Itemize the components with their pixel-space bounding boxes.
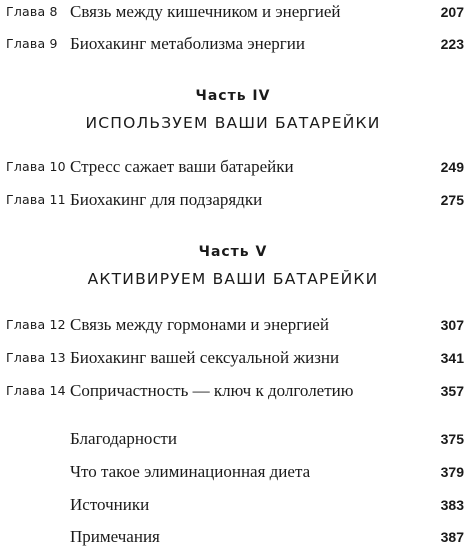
part-5-title: АКТИВИРУЕМ ВАШИ БАТАРЕЙКИ: [87, 270, 379, 288]
chapter-number: Глава 13: [6, 350, 66, 365]
toc-entry-chapter-11[interactable]: [0, 187, 466, 213]
part-5-label: Часть V: [198, 244, 268, 260]
chapter-title: Биохакинг метаболизма энергии: [70, 34, 305, 53]
chapter-title: Связь между кишечником и энергией: [70, 2, 341, 21]
page-number: 249: [440, 159, 464, 175]
section-title: Источники: [70, 495, 150, 514]
chapter-title: Сопричастность — ключ к долголетию: [70, 381, 354, 400]
chapter-number: Глава 14: [6, 383, 66, 398]
page-number: 223: [440, 36, 464, 52]
page-number: 307: [440, 317, 464, 333]
part-4-label: Часть IV: [195, 88, 271, 104]
toc-entry-chapter-14[interactable]: [0, 378, 466, 404]
chapter-title: Биохакинг для подзарядки: [70, 190, 263, 209]
chapter-title: Стресс сажает ваши батарейки: [70, 157, 294, 176]
chapter-number: Глава 10: [6, 159, 66, 174]
page-number: 375: [440, 431, 464, 447]
section-title: Что такое элиминационная диета: [70, 462, 311, 481]
chapter-title: Связь между гормонами и энергией: [70, 315, 329, 334]
section-title: Благодарности: [70, 429, 177, 448]
toc-entry-chapter-13[interactable]: [0, 345, 466, 371]
page-number: 357: [440, 383, 464, 399]
section-title: Примечания: [70, 527, 160, 546]
page-number: 383: [440, 497, 464, 513]
toc-entry-chapter-9[interactable]: [0, 31, 466, 57]
toc-entry-chapter-10[interactable]: [0, 154, 466, 180]
toc-entry-chapter-8[interactable]: [0, 0, 466, 25]
toc-entry-acknowledgements[interactable]: [0, 426, 466, 452]
part-4-title: ИСПОЛЬЗУЕМ ВАШИ БАТАРЕЙКИ: [85, 114, 381, 132]
chapter-number: Глава 9: [6, 36, 58, 51]
chapter-title: Биохакинг вашей сексуальной жизни: [70, 348, 340, 367]
chapter-number: Глава 11: [6, 192, 66, 207]
toc-entry-sources[interactable]: [0, 492, 466, 518]
toc-entry-notes[interactable]: [0, 524, 466, 550]
page-number: 207: [440, 4, 464, 20]
chapter-number: Глава 12: [6, 317, 66, 332]
toc-entry-chapter-12[interactable]: [0, 312, 466, 338]
chapter-number: Глава 8: [6, 4, 58, 19]
page-number: 275: [440, 192, 464, 208]
page-number: 379: [440, 464, 464, 480]
toc-entry-elimination-diet[interactable]: [0, 459, 466, 485]
page-number: 387: [440, 529, 464, 545]
page-number: 341: [440, 350, 464, 366]
